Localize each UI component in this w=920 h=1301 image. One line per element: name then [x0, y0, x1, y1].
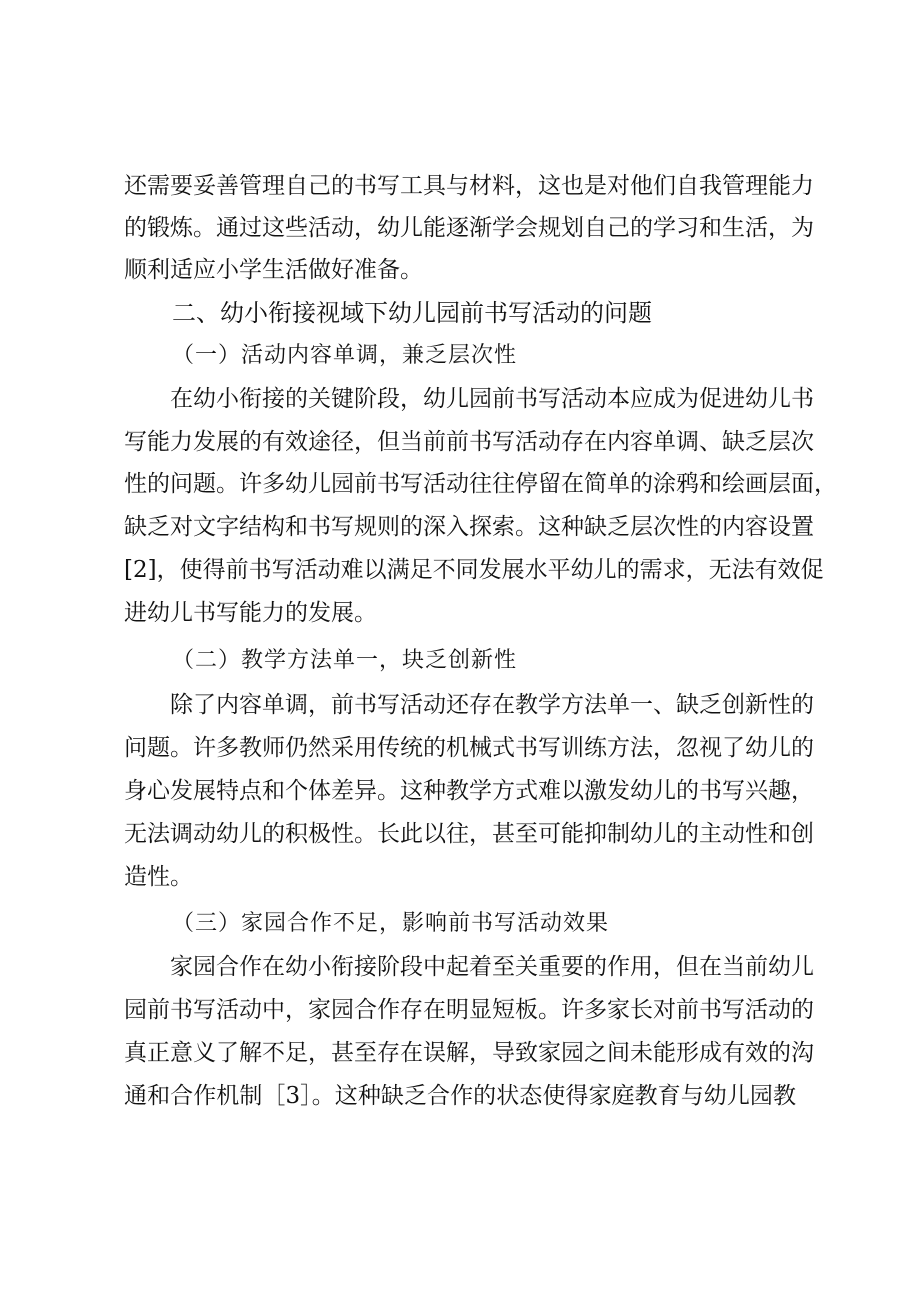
paragraph-line: 顺利适应小学生活做好准备。 [124, 257, 423, 283]
paragraph-line: 写能力发展的有效途径，但当前前书写活动存在内容单调、缺乏层次 [124, 429, 814, 455]
paragraph-line: 在幼小衔接的关键阶段，幼儿园前书写活动本应成为促进幼儿书 [170, 386, 814, 412]
paragraph-line: 身心发展特点和个体差异。这种教学方式难以激发幼儿的书写兴趣， [124, 778, 814, 804]
paragraph-line: 进幼儿书写能力的发展。 [124, 600, 377, 626]
paragraph-line: 无法调动幼儿的积极性。长此以往，甚至可能抑制幼儿的主动性和创 [124, 821, 814, 847]
paragraph-line: 还需要妥善管理自己的书写工具与材料，这也是对他们自我管理能力 [124, 173, 814, 199]
paragraph-line: 除了内容单调，前书写活动还存在教学方法单一、缺乏创新性的 [170, 692, 814, 718]
paragraph-line: 性的问题。许多幼儿园前书写活动往往停留在简单的涂鸦和绘画层面， [124, 471, 837, 497]
paragraph-line: 家园合作在幼小衔接阶段中起着至关重要的作用，但在当前幼儿 [170, 954, 814, 980]
paragraph-line: 造性。 [124, 864, 193, 890]
section-heading: 二、幼小衔接视域下幼儿园前书写活动的问题 [172, 299, 652, 327]
paragraph-line: 园前书写活动中，家园合作存在明显短板。许多家长对前书写活动的 [124, 997, 814, 1023]
paragraph-line: 问题。许多教师仍然采用传统的机械式书写训练方法，忽视了幼儿的 [124, 735, 814, 761]
subsection-heading: （三）家园合作不足，影响前书写活动效果 [172, 911, 610, 936]
subsection-heading: （一）活动内容单调，兼乏层次性 [172, 343, 518, 368]
paragraph-line: 缺乏对文字结构和书写规则的深入探索。这种缺乏层次性的内容设置 [124, 514, 814, 540]
paragraph-line: 通和合作机制［3］。这种缺乏合作的状态使得家庭教育与幼儿园教 [124, 1083, 796, 1109]
subsection-heading: （二）教学方法单一，块乏创新性 [172, 648, 518, 673]
paragraph-line: 真正意义了解不足，甚至存在误解，导致家园之间未能形成有效的沟 [124, 1040, 814, 1066]
paragraph-line: 的锻炼。通过这些活动，幼儿能逐渐学会规划自己的学习和生活，为 [124, 215, 814, 241]
paragraph-line: [2]，使得前书写活动难以满足不同发展水平幼儿的需求，无法有效促 [124, 557, 824, 583]
